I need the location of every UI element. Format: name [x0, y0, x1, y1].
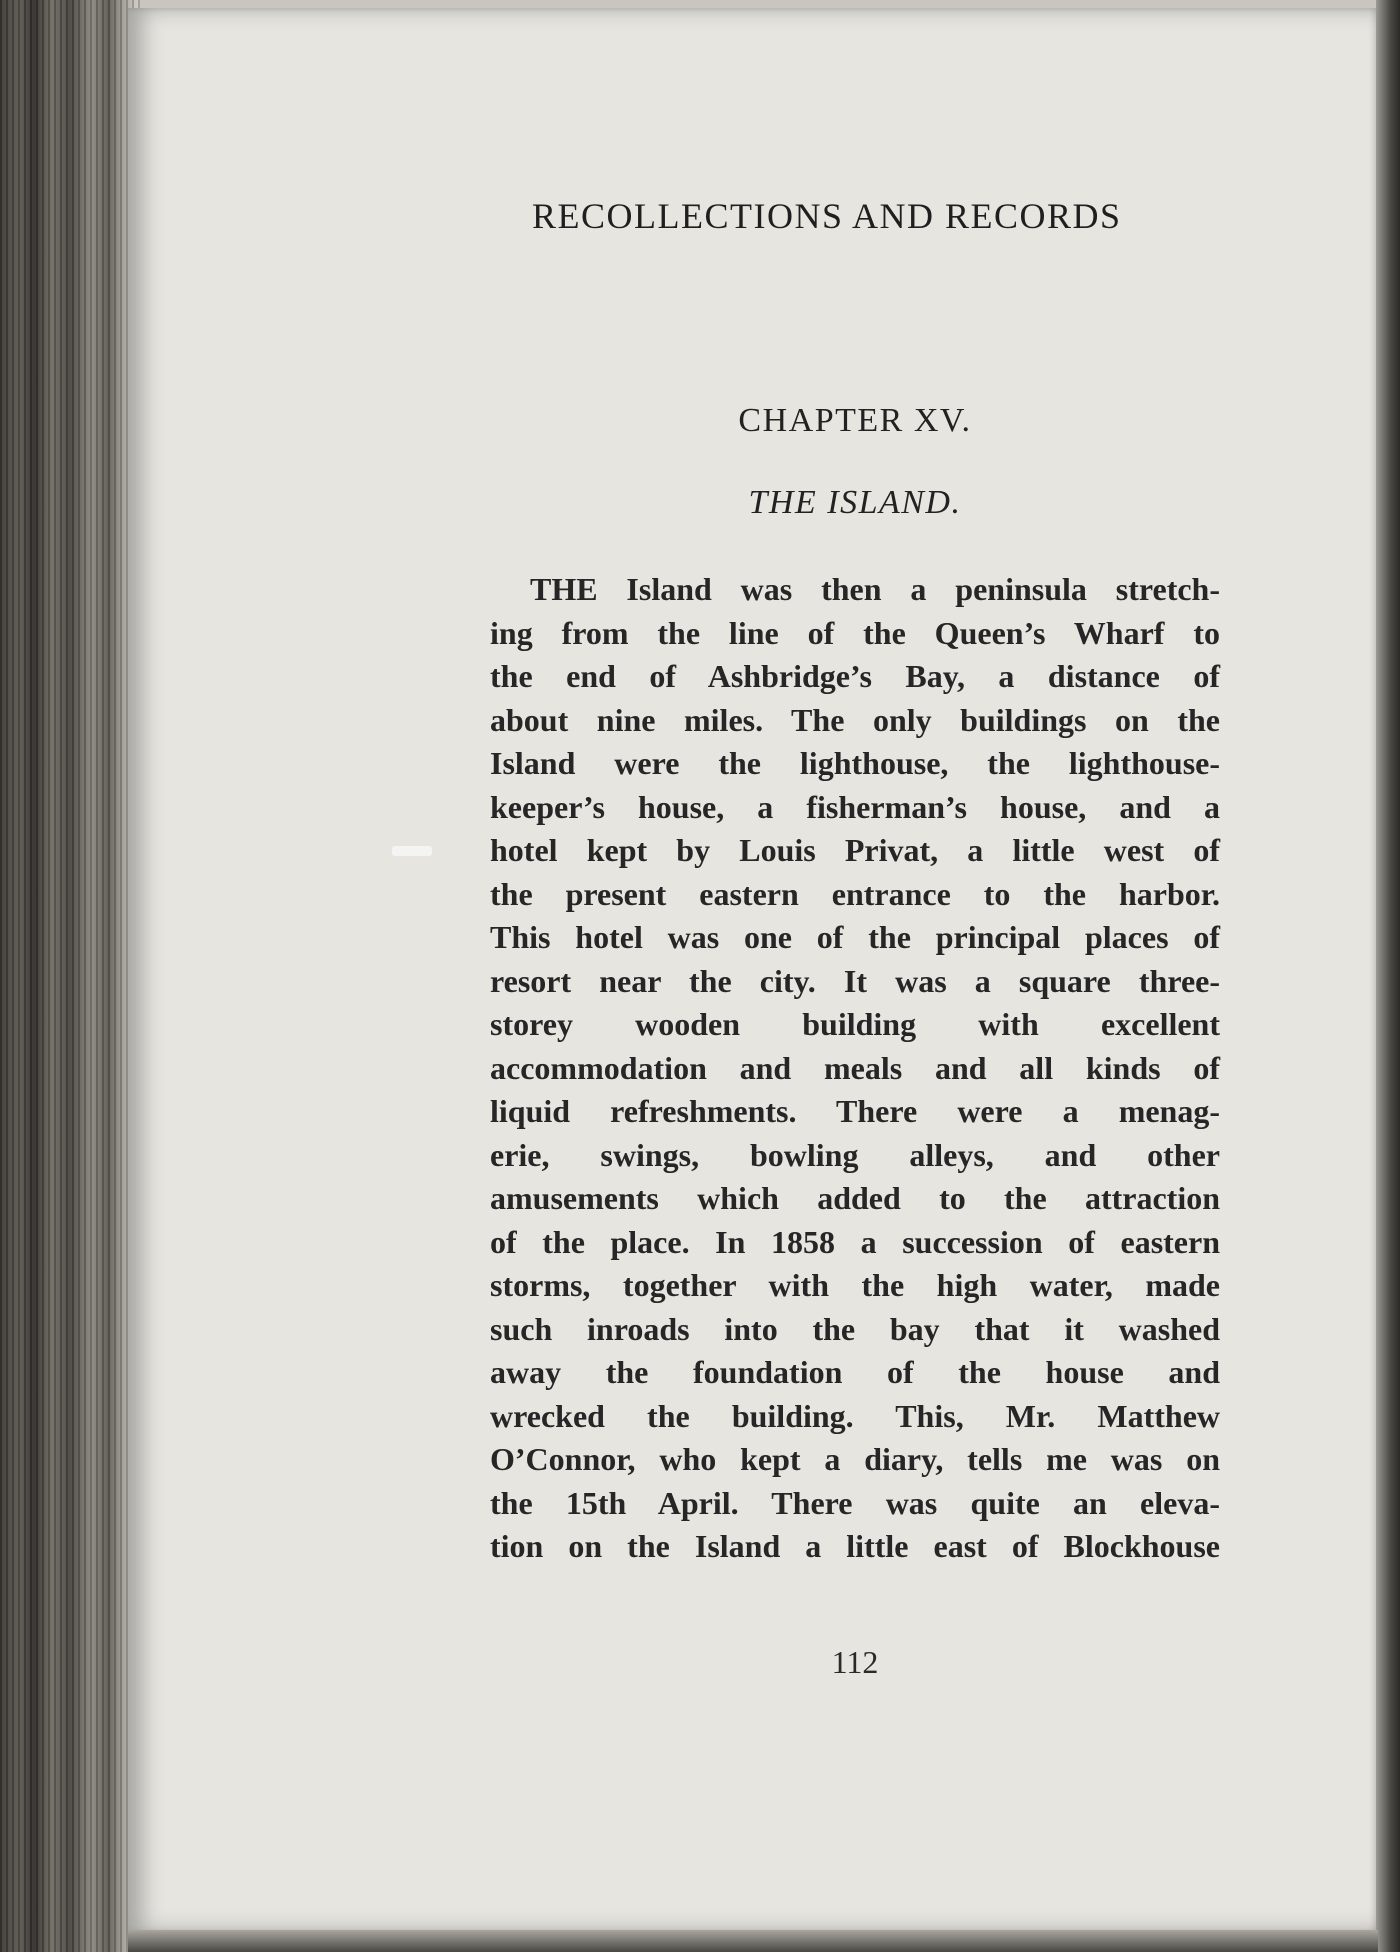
text-line: keeper’s house, a fisherman’s house, and a — [490, 788, 1220, 825]
text-line: erie, swings, bowling alleys, and other — [490, 1136, 1220, 1173]
text-line: storey wooden building with excellent — [490, 1006, 1220, 1042]
text-line: storms, together with the high water, made — [490, 1267, 1220, 1303]
text-line: amusements which added to the attraction — [490, 1180, 1220, 1216]
text-line: such inroads into the bay that it washed — [490, 1310, 1220, 1347]
text-line: the present eastern entrance to the harbor. — [490, 875, 1220, 912]
text-line: resort near the city. It was a square three- — [490, 962, 1220, 999]
text-line: This hotel was one of the principal places of — [490, 919, 1220, 955]
page-edges-left — [0, 0, 140, 1952]
paper-blemish — [392, 846, 432, 856]
text-line: tion on the Island a little east of Blockhouse — [490, 1528, 1220, 1564]
body-text — [490, 568, 1220, 1569]
text-line: liquid refreshments. There were a menag- — [490, 1093, 1220, 1129]
text-line: O’Connor, who kept a diary, tells me was on — [490, 1441, 1220, 1477]
text-line: the end of Ashbridge’s Bay, a distance of — [490, 658, 1220, 694]
page-edge-right — [1376, 0, 1400, 1952]
text-line: Island were the lighthouse, the lighthouse- — [490, 745, 1220, 781]
page-number: 112 — [831, 1644, 879, 1680]
running-head: RECOLLECTIONS AND RECORDS — [532, 196, 1122, 236]
text-line: THE Island was then a peninsula stretch- — [530, 571, 1220, 607]
text-line: accommodation and meals and all kinds of — [490, 1049, 1220, 1086]
text-line: about nine miles. The only buildings on the — [490, 701, 1220, 738]
text-line: away the foundation of the house and — [490, 1354, 1220, 1390]
text-line: of the place. In 1858 a succession of eastern — [490, 1223, 1220, 1260]
page-edge-bottom — [128, 1930, 1378, 1952]
text-line: hotel kept by Louis Privat, a little west of — [490, 832, 1220, 868]
text-line: the 15th April. There was quite an eleva- — [490, 1484, 1220, 1521]
text-line: ing from the line of the Queen’s Wharf to — [490, 614, 1220, 651]
chapter-title: CHAPTER XV. — [738, 402, 972, 439]
chapter-subtitle: THE ISLAND. — [748, 484, 962, 521]
text-line: wrecked the building. This, Mr. Matthew — [490, 1397, 1220, 1434]
